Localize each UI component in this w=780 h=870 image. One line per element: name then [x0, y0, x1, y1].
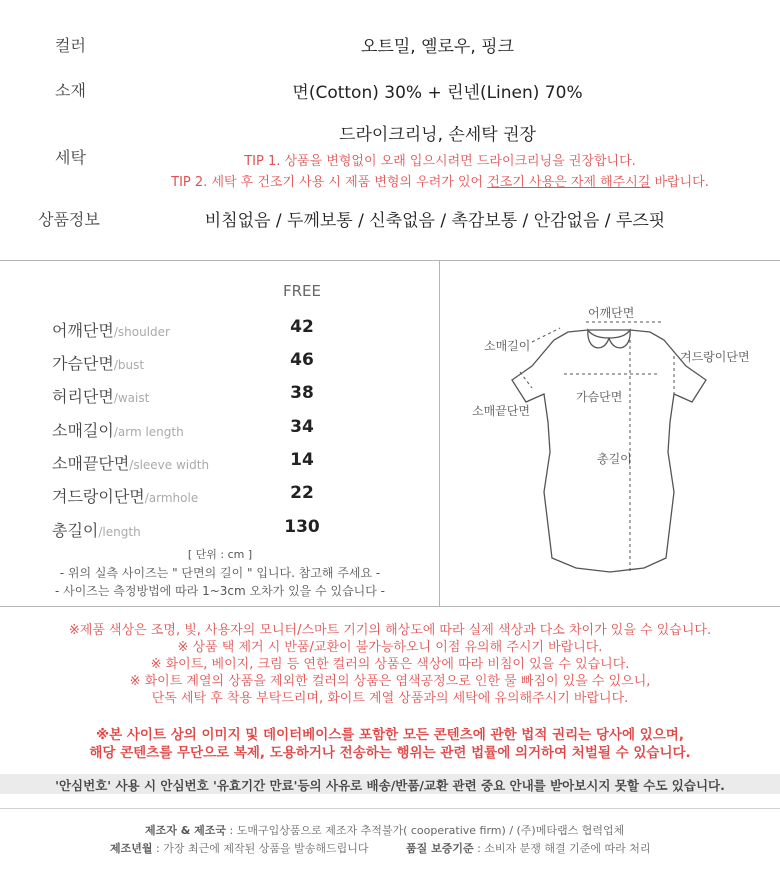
product-info-value: 비침없음 / 두께보통 / 신축없음 / 촉감보통 / 안감없음 / 루즈핏: [204, 211, 666, 231]
size-label-en: /armhole: [144, 491, 199, 505]
diagram-label-length: 총길이: [597, 452, 632, 466]
product-info-label: 상품정보: [38, 210, 100, 229]
color-label: 컬러: [55, 36, 86, 55]
warning-line: ※제품 색상은 조명, 빛, 사용자의 모니터/스마트 기기의 해상도에 따라 실제 색상과 다소 차이가 있을 수 있습니다.: [68, 623, 712, 638]
wash-tip-2-text: TIP 2. 세탁 후 건조기 사용 시 제품 변형의 우려가 있어: [171, 175, 488, 190]
footer-date-label: 제조년월: [110, 842, 153, 855]
diagram-label-sleeve-width: 소매끝단면: [472, 404, 530, 418]
footer-date-value: : 가장 최근에 제작된 상품을 발송해드립니다: [156, 842, 369, 855]
divider-middle: [0, 606, 780, 607]
wash-value: 드라이크리닝, 손세탁 권장: [339, 125, 536, 145]
size-label-en: /shoulder: [113, 325, 170, 339]
divider-top: [0, 260, 780, 261]
diagram-label-sleeve-length: 소매길이: [484, 339, 531, 353]
size-row-value: 14: [290, 450, 314, 470]
size-label-ko: 소매끝단면: [52, 454, 130, 473]
size-label-ko: 가슴단면: [52, 354, 114, 373]
size-row-label: [52, 351, 144, 374]
size-row-label: [52, 318, 170, 341]
size-row-label: [52, 384, 149, 407]
size-label-en: /length: [98, 525, 141, 539]
size-label-ko: 소매길이: [52, 421, 114, 440]
size-label-ko: 총길이: [52, 521, 99, 540]
diagram-label-bust: 가슴단면: [576, 390, 623, 404]
size-row-label: [52, 418, 184, 441]
size-row-value: 46: [290, 350, 314, 370]
size-label-en: /sleeve width: [129, 458, 210, 472]
copyright-line: 해당 콘텐츠를 무단으로 복제, 도용하거나 전송하는 행위는 관련 법률에 의거하여 처벌될 수 있습니다.: [89, 745, 691, 761]
footer-warranty-value: : 소비자 분쟁 해결 기준에 따라 처리: [477, 842, 651, 855]
unit-note: [ 단위 : cm ]: [187, 548, 253, 561]
wash-tip-2-end: 바랍니다.: [650, 175, 709, 190]
material-value: 면(Cotton) 30% + 린넨(Linen) 70%: [292, 83, 583, 103]
footer-warranty: [406, 840, 651, 856]
size-label-en: /arm length: [113, 425, 184, 439]
size-row-value: 22: [290, 483, 314, 503]
wash-tip-2-emphasis: 건조기 사용은 자제 해주시길: [487, 175, 651, 190]
size-label-ko: 허리단면: [52, 387, 114, 406]
size-row-value: 34: [290, 417, 314, 437]
material-label: 소재: [55, 81, 86, 100]
size-note-1: - 위의 실측 사이즈는 " 단면의 길이 " 입니다. 참고해 주세요 -: [59, 566, 381, 580]
wash-label: 세탁: [55, 148, 86, 167]
footer-maker-value: : 도매구입상품으로 제조자 추적불가( cooperative firm) / (주)메타랩스 협력업체: [229, 824, 625, 837]
size-label-ko: 어깨단면: [52, 321, 114, 340]
size-row-value: 130: [284, 517, 320, 537]
color-value: 오트밀, 옐로우, 핑크: [361, 37, 514, 57]
warning-line: 단독 세탁 후 착용 부탁드리며, 화이트 계열 상품과의 세탁에 유의해주시기 바랍니다.: [151, 691, 629, 706]
safe-number-banner-text: '안심번호' 사용 시 안심번호 '유효기간 만료'등의 사유로 배송/반품/교환 관련 중요 안내를 받아보시지 못할 수도 있습니다.: [55, 778, 725, 793]
size-row-label: [52, 484, 198, 507]
divider-footer: [0, 808, 780, 809]
size-label-ko: 겨드랑이단면: [52, 487, 145, 506]
footer-maker: [145, 822, 624, 838]
wash-tip-1: TIP 1. 상품을 변형없이 오래 입으시려면 드라이크리닝을 권장합니다.: [244, 154, 636, 169]
diagram-label-armhole: 겨드랑이단면: [680, 350, 750, 364]
wash-tip-2: [130, 171, 750, 190]
size-row-value: 38: [290, 383, 314, 403]
diagram-label-shoulder: 어깨단면: [588, 306, 635, 320]
size-note-2: - 사이즈는 측정방법에 따라 1~3cm 오차가 있을 수 있습니다 -: [54, 584, 386, 598]
warning-line: ※ 상품 택 제거 시 반품/교환이 불가능하오니 이점 유의해 주시기 바랍니다.: [177, 640, 603, 655]
size-row-label: [52, 451, 209, 474]
size-row-value: 42: [290, 317, 314, 337]
footer-warranty-label: 품질 보증기준: [406, 842, 474, 855]
footer-date: [110, 840, 368, 856]
size-label-en: /waist: [113, 391, 150, 405]
warning-line: ※ 화이트 계열의 상품을 제외한 컬러의 상품은 염색공정으로 인한 물 빠짐이 있을 수 있으니,: [129, 674, 651, 689]
copyright-line: ※본 사이트 상의 이미지 및 데이터베이스를 포함한 모든 콘텐츠에 관한 법적 권리는 당사에 있으며,: [96, 727, 684, 743]
warning-line: ※ 화이트, 베이지, 크림 등 연한 컬러의 상품은 색상에 따라 비침이 있을 수 있습니다.: [150, 657, 630, 672]
size-label-en: /bust: [113, 358, 145, 372]
size-header: FREE: [282, 282, 321, 300]
size-row-label: [52, 518, 141, 541]
footer-maker-label: 제조자 & 제조국: [145, 824, 227, 837]
